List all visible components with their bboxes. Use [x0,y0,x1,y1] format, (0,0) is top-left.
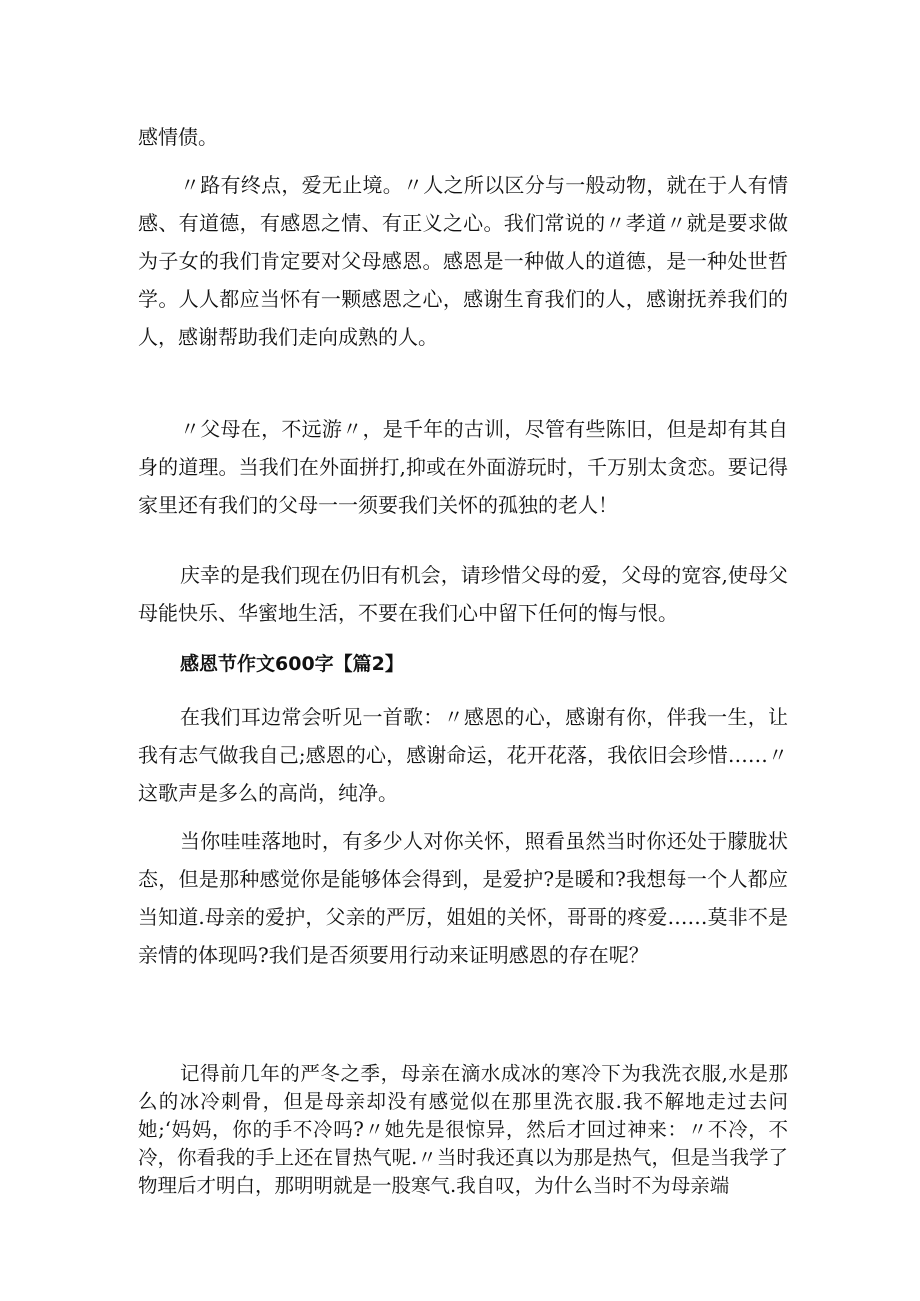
section-heading: 感恩节作文600字【篇2】 [180,653,404,675]
paragraph-winter-memory: 记得前几年的严冬之季，母亲在滴水成冰的寒冷下为我洗衣服,水是那么的冰冷刺骨，但是母亲却没有感觉似在那里洗衣服.我不解地走过去问她;‘妈妈，你的手不冷吗?〃她先是很惊异，然后才回过神来：〃不冷，不冷，你看我的手上还在冒热气呢.〃当时我还真以为那是热气，但是当我学了物理后才明白，那明明就是一股寒气.我自叹，为什么当时不为母亲端 [138,1062,788,1197]
paragraph-song: 在我们耳边常会听见一首歌：〃感恩的心，感谢有你，伴我一生，让我有志气做我自己;感恩的心，感谢命运，花开花落，我依旧会珍惜……〃这歌声是多么的高尚，纯净。 [138,705,788,805]
paragraph-continuation: 感情债。 [138,125,218,149]
paragraph-fortunate: 庆幸的是我们现在仍旧有机会，请珍惜父母的爱，父母的宽容,使母父母能快乐、华蜜地生活，不要在我们心中留下任何的悔与恨。 [138,563,788,625]
paragraph-road-has-end: 〃路有终点，爱无止境。〃人之所以区分与一般动物，就在于人有情感、有道德，有感恩之情、有正义之心。我们常说的〃孝道〃就是要求做为子女的我们肯定要对父母感恩。感恩是一种做人的道德，是一种处世哲学。人人都应当怀有一颗感恩之心，感谢生育我们的人，感谢抚养我们的人，感谢帮助我们走向成熟的人。 [138,173,788,349]
paragraph-birth: 当你哇哇落地时，有多少人对你关怀，照看虽然当时你还处于朦胧状态，但是那种感觉你是能够体会得到，是爱护?是暖和?我想每一个人都应当知道.母亲的爱护，父亲的严厉，姐姐的关怀，哥哥的疼爱……莫非不是亲情的体现吗?我们是否须要用行动来证明感恩的存在呢？ [138,829,788,967]
paragraph-parents-alive: 〃父母在，不远游〃，是千年的古训，尽管有些陈旧，但是却有其自身的道理。当我们在外面拼打,抑或在外面游玩时，千万别太贪恋。要记得家里还有我们的父母一一须要我们关怀的孤独的老人！ [138,417,788,517]
